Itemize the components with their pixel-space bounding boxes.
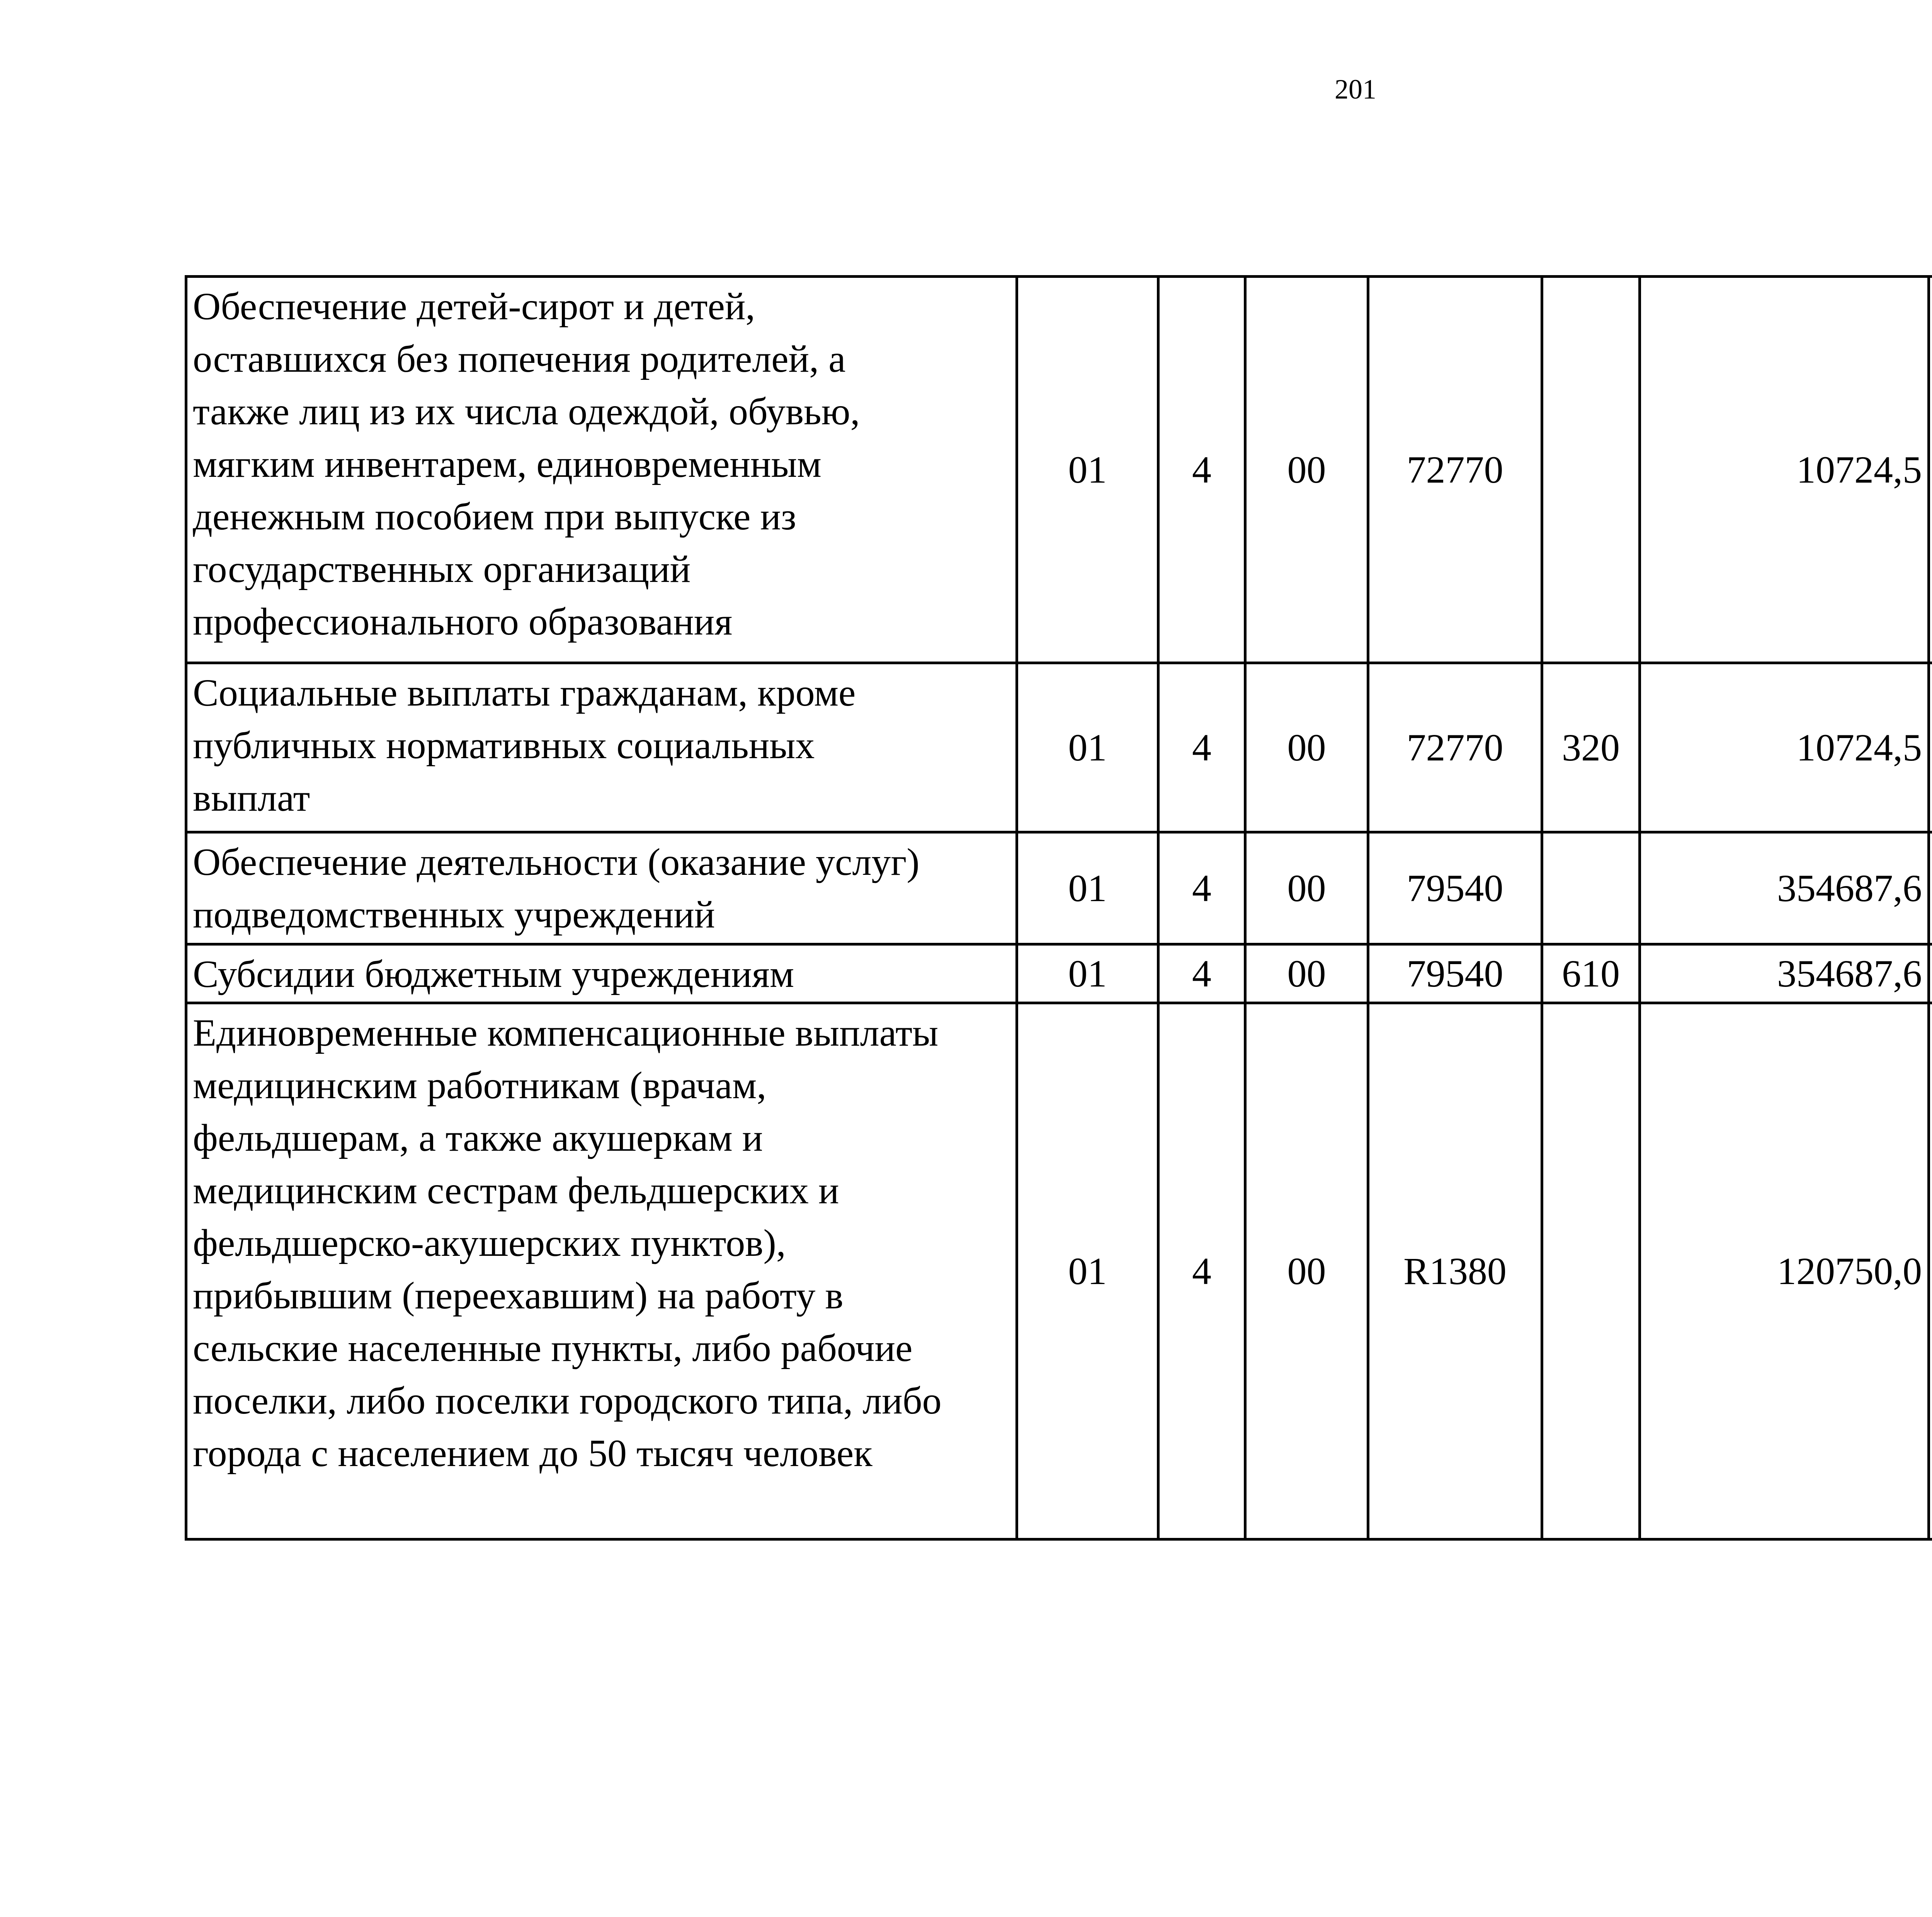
amount-2-cell xyxy=(1929,832,1932,944)
program-cell: 01 xyxy=(1017,832,1158,944)
table-row xyxy=(186,832,1932,944)
direction-cell: 00 xyxy=(1245,1003,1368,1539)
amount-2-cell xyxy=(1929,1003,1932,1539)
subprogram-cell: 4 xyxy=(1158,277,1245,663)
direction-cell: 00 xyxy=(1245,663,1368,832)
amount-1-cell: 354687,6 xyxy=(1640,944,1929,1003)
expense-type-cell: 320 xyxy=(1542,663,1640,832)
amount-2-cell xyxy=(1929,277,1932,663)
subprogram-cell: 4 xyxy=(1158,663,1245,832)
expense-type-cell xyxy=(1542,832,1640,944)
direction-cell: 00 xyxy=(1245,277,1368,663)
amount-1-cell: 120750,0 xyxy=(1640,1003,1929,1539)
table-row xyxy=(186,663,1932,832)
code-cell: 79540 xyxy=(1368,944,1542,1003)
program-cell: 01 xyxy=(1017,1003,1158,1539)
code-cell: 79540 xyxy=(1368,832,1542,944)
table-row xyxy=(186,277,1932,663)
expense-type-cell xyxy=(1542,1003,1640,1539)
row-description: Социальные выплаты гражданам, кроме публичных нормативных социальных выплат xyxy=(186,663,1017,832)
direction-cell: 00 xyxy=(1245,944,1368,1003)
amount-1-cell: 354687,6 xyxy=(1640,832,1929,944)
table-row xyxy=(186,1003,1932,1539)
code-cell: 72770 xyxy=(1368,277,1542,663)
row-description: Единовременные компенсационные выплаты медицинским работникам (врачам, фельдшерам, а также акушеркам и медицинским сестрам фельдшерских и фельдшерско-акушерских пунктов), прибывшим (переехавшим) на работу в сельские населенные пункты, либо рабочие поселки, либо поселки городского типа, либо города с населением до 50 тысяч человек xyxy=(186,1003,1017,1539)
code-cell: 72770 xyxy=(1368,663,1542,832)
direction-cell: 00 xyxy=(1245,832,1368,944)
program-cell: 01 xyxy=(1017,663,1158,832)
row-description: Обеспечение деятельности (оказание услуг) подведомственных учреждений xyxy=(186,832,1017,944)
row-description: Обеспечение детей-сирот и детей, оставшихся без попечения родителей, а также лиц из их числа одеждой, обувью, мягким инвентарем, единовременным денежным пособием при выпуске из государственных организаций профессионального образования xyxy=(186,277,1017,663)
expense-type-cell: 610 xyxy=(1542,944,1640,1003)
page-number: 201 xyxy=(1335,74,1376,105)
expense-type-cell xyxy=(1542,277,1640,663)
budget-table xyxy=(185,275,1932,1541)
program-cell: 01 xyxy=(1017,277,1158,663)
amount-2-cell xyxy=(1929,944,1932,1003)
subprogram-cell: 4 xyxy=(1158,944,1245,1003)
program-cell: 01 xyxy=(1017,944,1158,1003)
subprogram-cell: 4 xyxy=(1158,832,1245,944)
amount-1-cell: 10724,5 xyxy=(1640,277,1929,663)
table-row xyxy=(186,944,1932,1003)
amount-1-cell: 10724,5 xyxy=(1640,663,1929,832)
row-description: Субсидии бюджетным учреждениям xyxy=(186,944,1017,1003)
code-cell: R1380 xyxy=(1368,1003,1542,1539)
subprogram-cell: 4 xyxy=(1158,1003,1245,1539)
amount-2-cell xyxy=(1929,663,1932,832)
